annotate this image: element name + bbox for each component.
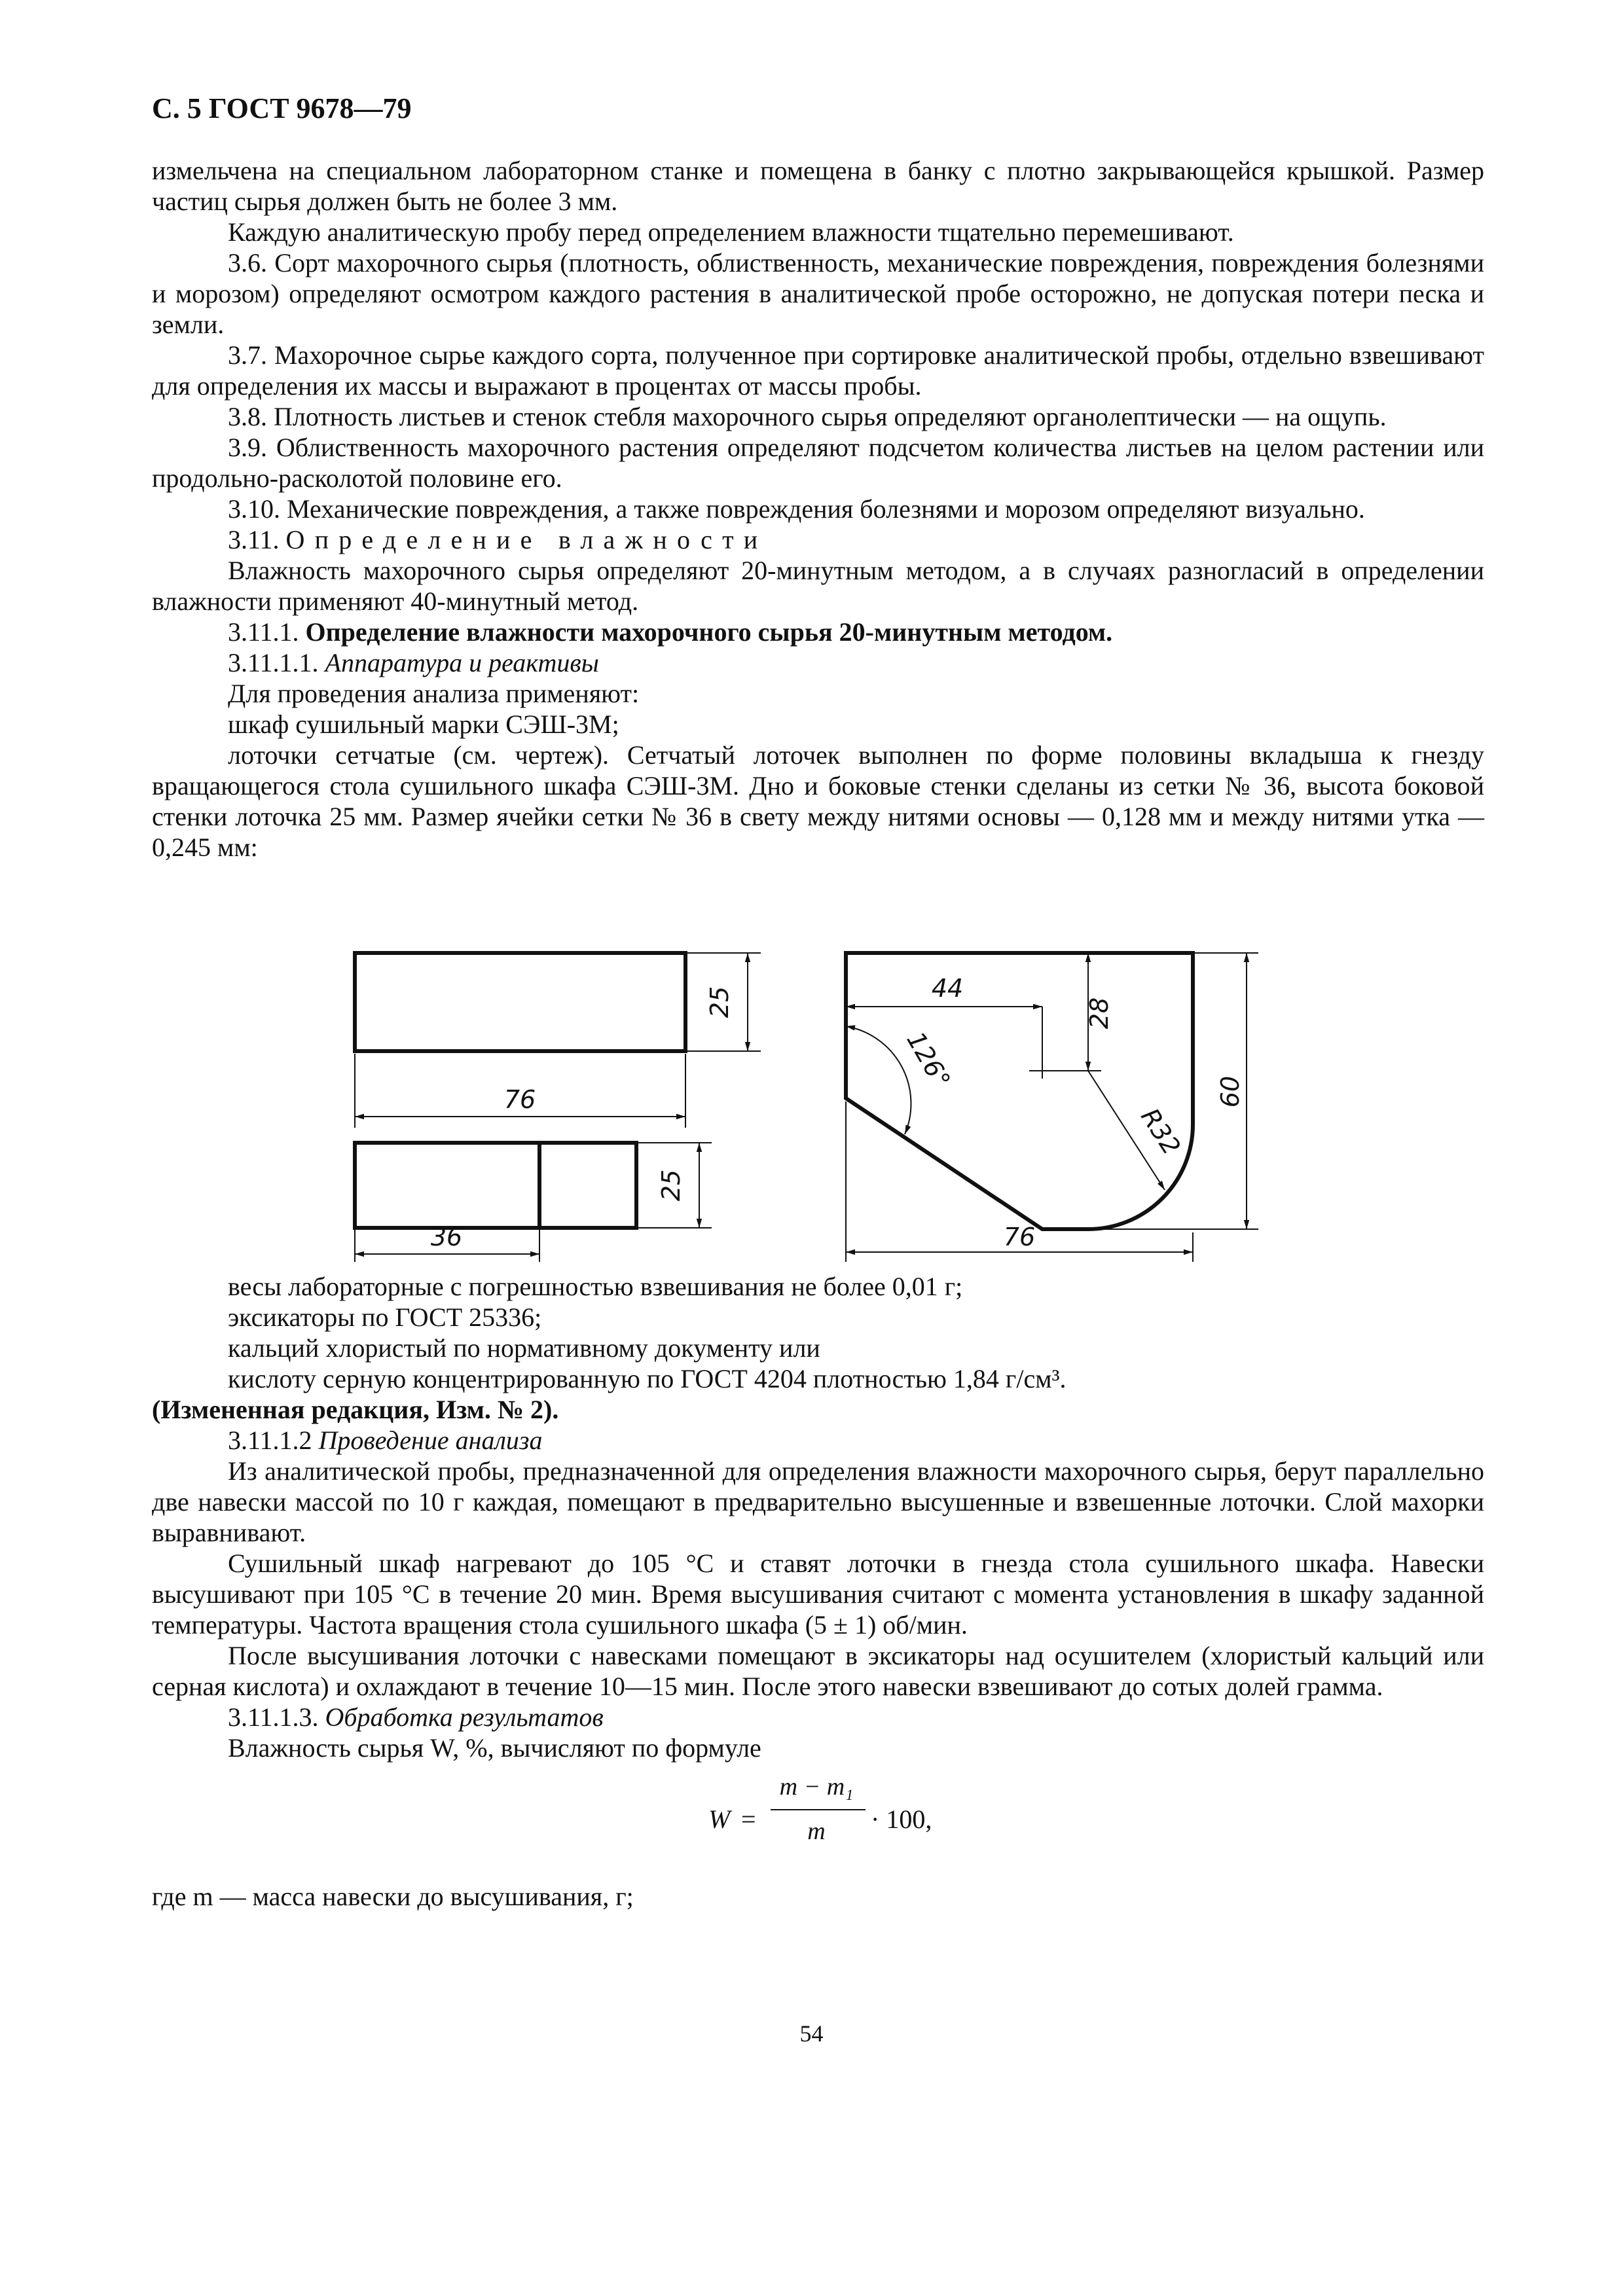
tray-plan-view <box>846 953 1193 1229</box>
paragraph: измельчена на специальном лабораторном станке и помещена в банку с плотно закрывающейся крышкой. Размер частиц сырья должен быть не более 3 мм. <box>152 156 1484 216</box>
tray-drawing-svg <box>152 876 1484 1262</box>
tray-side-view-bottom <box>355 1143 636 1228</box>
list-item: лоточки сетчатые (см. чертеж). Сетчатый лоточек выполнен по форме половины вкладыша к гнезду вращающегося стола сушильного шкафа СЭШ-3М. Дно и боковые стенки сделаны из сетки № 36, высота боковой стенки лоточка 25 мм. Размер ячейки сетки № 36 в свету между нитями основы — 0,128 мм и между нитями утка — 0,245 мм: <box>152 740 1484 862</box>
dim-label: 25 <box>705 986 734 1018</box>
list-item: эксикаторы по ГОСТ 25336; <box>228 1302 542 1332</box>
subsection-heading <box>152 1425 1484 1456</box>
dim-label: R32 <box>1135 1103 1186 1160</box>
subsection-heading <box>152 647 1484 678</box>
subsection-heading <box>152 1702 1484 1732</box>
document-page <box>152 92 1484 1912</box>
page-header: С. 5 ГОСТ 9678—79 <box>152 92 412 124</box>
paragraph: Из аналитической пробы, предназначенной для определения влажности махорочного сырья, берут параллельно две навески массой по 10 г каждая, помещают в предварительно высушенные и взвешенные лоточки. Слой махорки выравнивают. <box>152 1456 1484 1547</box>
dim-label: 28 <box>1085 997 1114 1030</box>
subsection-title: Аппаратура и реактивы <box>325 648 599 677</box>
dim-label: 126° <box>901 1026 957 1094</box>
paragraph: 3.10. Механические повреждения, а также повреждения болезнями и морозом определяют визуально. <box>228 494 1365 524</box>
formula-multiplier: · 100, <box>871 1804 932 1834</box>
list-item: кальций хлористый по нормативному документу или <box>228 1333 820 1363</box>
dim-label: 76 <box>503 1085 536 1114</box>
paragraph: Влажность махорочного сырья определяют 20-минутным методом, а в случаях разногласий в определении влажности применяют 40-минутный метод. <box>152 556 1484 616</box>
section-title: Определение влажности <box>285 525 768 554</box>
fraction-bar <box>771 1809 866 1810</box>
amendment-note <box>152 1394 1484 1425</box>
dim-label: 36 <box>430 1223 463 1251</box>
dim-label: 25 <box>657 1169 685 1202</box>
paragraph: Влажность сырья W, %, вычисляют по формуле <box>228 1733 761 1763</box>
paragraph: где m — масса навески до высушивания, г; <box>152 1882 634 1911</box>
subsection-title: Проведение анализа <box>318 1426 543 1455</box>
paragraph: Сушильный шкаф нагревают до 105 °С и ставят лоточки в гнезда стола сушильного шкафа. Навески высушивают при 105 °С в течение 20 мин. Время высушивания считают с момента установления в шкафу заданной температуры. Частота вращения стола сушильного шкафа (5 ± 1) об/мин. <box>152 1549 1484 1640</box>
paragraph: 3.9. Облиственность махорочного растения определяют подсчетом количества листьев на целом растении или продольно-расколотой половине его. <box>152 433 1484 493</box>
paragraph: 3.8. Плотность листьев и стенок стебля махорочного сырья определяют органолептически — на ощупь. <box>228 402 1387 431</box>
list-item: шкаф сушильный марки СЭШ-3М; <box>228 709 619 739</box>
moisture-formula <box>152 1770 1484 1868</box>
tray-drawing <box>152 876 1484 1262</box>
paragraph: Каждую аналитическую пробу перед определением влажности тщательно перемешивают. <box>228 217 1234 247</box>
paragraph: Для проведения анализа применяют: <box>228 679 640 708</box>
section-heading <box>152 524 1484 555</box>
dim-label: 44 <box>931 974 964 1003</box>
dim-label: 76 <box>1003 1223 1036 1251</box>
dim-label: 60 <box>1216 1075 1245 1108</box>
subsection-number: 3.11.1.3. <box>228 1702 319 1732</box>
list-item: кислоту серную концентрированную по ГОСТ 4204 плотностью 1,84 г/см³. <box>228 1364 1067 1393</box>
paragraph: 3.7. Махорочное сырье каждого сорта, полученное при сортировке аналитической пробы, отдельно взвешивают для определения их массы и выражают в процентах от массы пробы. <box>152 340 1484 401</box>
subsection-number: 3.11.1.2 <box>228 1426 312 1455</box>
amendment-text: (Измененная редакция, Изм. № 2). <box>152 1395 559 1424</box>
subsection-number: 3.11.1.1. <box>228 648 319 677</box>
list-item: весы лабораторные с погрешностью взвешивания не более 0,01 г; <box>228 1272 963 1301</box>
paragraph: После высушивания лоточки с навесками помещают в эксикаторы над осушителем (хлористый кальций или серная кислота) и охлаждают в течение 10—15 мин. После этого навески взвешивают до сотых долей грамма. <box>152 1641 1484 1701</box>
subsection-heading <box>152 617 1484 647</box>
page-number: 54 <box>799 2020 824 2047</box>
subsection-title: Обработка результатов <box>325 1702 604 1732</box>
subsection-number: 3.11.1. <box>228 617 299 647</box>
paragraph: 3.6. Сорт махорочного сырья (плотность, облиственность, механические повреждения, повреждения болезнями и морозом) определяют осмотром каждого растения в аналитической пробе осторожно, не допуская потери песка и земли. <box>152 248 1484 339</box>
section-number: 3.11. <box>228 525 280 554</box>
formula-numerator: m − m₁ <box>779 1773 854 1801</box>
tray-side-view-top <box>355 953 685 1051</box>
formula-denominator: m <box>807 1818 826 1845</box>
subsection-title: Определение влажности махорочного сырья 20-минутным методом. <box>305 617 1113 647</box>
formula-equals: = <box>741 1804 756 1834</box>
formula-lhs: W <box>708 1804 731 1834</box>
